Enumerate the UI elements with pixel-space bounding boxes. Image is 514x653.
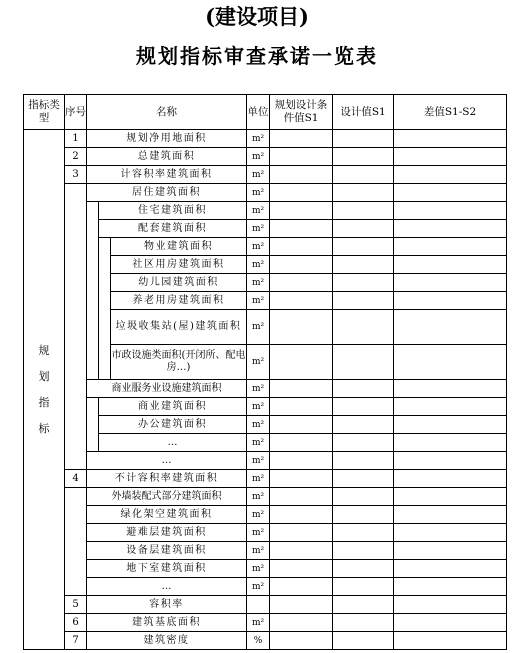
row-name: 地下室建筑面积 [87,560,247,578]
planned-value-cell[interactable] [270,398,333,416]
difference-cell[interactable] [394,166,507,184]
category-char: 指 [38,395,50,409]
planned-value-cell[interactable] [270,488,333,506]
row-seq: 7 [65,632,87,650]
difference-cell[interactable] [394,560,507,578]
design-value-cell[interactable] [333,345,394,380]
row-name: 计容积率建筑面积 [87,166,247,184]
planned-value-cell[interactable] [270,470,333,488]
design-value-cell[interactable] [333,220,394,238]
row-unit: m² [247,434,270,452]
design-value-cell[interactable] [333,238,394,256]
row-seq: 4 [65,470,87,488]
planned-value-cell[interactable] [270,416,333,434]
document-title: 规划指标审查承诺一览表 [136,44,378,68]
planned-value-cell[interactable] [270,524,333,542]
row-name: 总建筑面积 [87,148,247,166]
row-unit: m² [247,524,270,542]
design-value-cell[interactable] [333,560,394,578]
difference-cell[interactable] [394,524,507,542]
row-seq: 1 [65,130,87,148]
difference-cell[interactable] [394,274,507,292]
row-name: 避难层建筑面积 [87,524,247,542]
row-seq: 5 [65,596,87,614]
row-name: 商业建筑面积 [99,398,247,416]
difference-cell[interactable] [394,345,507,380]
planned-value-cell[interactable] [270,596,333,614]
table-row [24,130,507,148]
row-name: 幼儿园建筑面积 [111,274,247,292]
document-subtitle: (建设项目) [205,4,309,29]
row-unit: m² [247,560,270,578]
design-value-cell[interactable] [333,184,394,202]
design-value-cell[interactable] [333,380,394,398]
planned-value-cell[interactable] [270,148,333,166]
design-value-cell[interactable] [333,148,394,166]
row-name: 养老用房建筑面积 [111,292,247,310]
difference-cell[interactable] [394,220,507,238]
row-name: 办公建筑面积 [99,416,247,434]
row-unit: m² [247,380,270,398]
row-name: 外墙装配式部分建筑面积 [87,488,247,506]
row-unit: m² [247,578,270,596]
row-unit: m² [247,256,270,274]
table-header-row [24,95,507,130]
design-value-cell[interactable] [333,470,394,488]
indicator-table [23,94,507,650]
table-row [24,452,507,470]
table-row [24,578,507,596]
planned-value-cell[interactable] [270,632,333,650]
row-unit: m² [247,238,270,256]
row-unit: m² [247,488,270,506]
planned-value-cell[interactable] [270,166,333,184]
table-row [24,506,507,524]
table-row [24,542,507,560]
difference-cell[interactable] [394,148,507,166]
table-row [24,614,507,632]
difference-cell[interactable] [394,416,507,434]
difference-cell[interactable] [394,542,507,560]
design-value-cell[interactable] [333,488,394,506]
planned-value-cell[interactable] [270,506,333,524]
planned-value-cell[interactable] [270,560,333,578]
design-value-cell[interactable] [333,166,394,184]
design-value-cell[interactable] [333,596,394,614]
planned-value-cell[interactable] [270,380,333,398]
design-value-cell[interactable] [333,524,394,542]
row-unit: m² [247,470,270,488]
design-value-cell[interactable] [333,578,394,596]
difference-cell[interactable] [394,310,507,345]
design-value-cell[interactable] [333,130,394,148]
row-unit: m² [247,166,270,184]
row-unit: m² [247,220,270,238]
table-row [24,184,507,202]
header-planned-value: 规划设计条件值S1 [270,95,333,130]
design-value-cell[interactable] [333,632,394,650]
planned-value-cell[interactable] [270,452,333,470]
header-category: 指标类型 [24,95,65,130]
planned-value-cell[interactable] [270,256,333,274]
row-name: 社区用房建筑面积 [111,256,247,274]
design-value-cell[interactable] [333,434,394,452]
planned-value-cell[interactable] [270,184,333,202]
table-row [24,632,507,650]
row-unit: m² [247,398,270,416]
difference-cell[interactable] [394,506,507,524]
design-value-cell[interactable] [333,416,394,434]
row-name: 不计容积率建筑面积 [87,470,247,488]
row-name: 物业建筑面积 [111,238,247,256]
row-unit: m² [247,345,270,380]
table-row [24,166,507,184]
row-name: 设备层建筑面积 [87,542,247,560]
difference-cell[interactable] [394,202,507,220]
row-unit: m² [247,310,270,345]
row-unit: m² [247,130,270,148]
row-name: 建筑基底面积 [87,614,247,632]
row-name: … [87,452,247,470]
difference-cell[interactable] [394,256,507,274]
row-seq: 3 [65,166,87,184]
table-row [24,148,507,166]
row-unit: m² [247,274,270,292]
difference-cell[interactable] [394,596,507,614]
planned-value-cell[interactable] [270,578,333,596]
row-name: 建筑密度 [87,632,247,650]
category-char: 规 [38,343,50,357]
difference-cell[interactable] [394,632,507,650]
table-row [24,488,507,506]
row-name: 垃圾收集站(屋)建筑面积 [111,310,247,345]
difference-cell[interactable] [394,184,507,202]
row-name: 居住建筑面积 [87,184,247,202]
row-name: … [99,434,247,452]
row-name: 市政设施类面积(开闭所、配电房…) [111,345,247,380]
difference-cell[interactable] [394,488,507,506]
indent-blank-cell [87,398,99,452]
planned-value-cell[interactable] [270,274,333,292]
row-seq: 6 [65,614,87,632]
row-unit: m² [247,148,270,166]
planned-value-cell[interactable] [270,345,333,380]
table-row [24,524,507,542]
category-char: 划 [38,369,50,383]
planned-value-cell[interactable] [270,434,333,452]
category-char: 标 [38,421,50,435]
row-name: 绿化架空建筑面积 [87,506,247,524]
design-value-cell[interactable] [333,398,394,416]
row-name: 住宅建筑面积 [99,202,247,220]
row-name: 配套建筑面积 [99,220,247,238]
row-unit: m² [247,506,270,524]
row-unit: m² [247,452,270,470]
difference-cell[interactable] [394,130,507,148]
header-name: 名称 [87,95,247,130]
design-value-cell[interactable] [333,614,394,632]
header-seq: 序号 [65,95,87,130]
row-unit: m² [247,184,270,202]
indent-blank-cell [87,202,99,380]
row-unit: % [247,632,270,650]
design-value-cell[interactable] [333,452,394,470]
row-seq: 2 [65,148,87,166]
table-row [24,202,507,220]
difference-cell[interactable] [394,292,507,310]
seq-blank-cell [65,488,87,596]
design-value-cell[interactable] [333,310,394,345]
difference-cell[interactable] [394,470,507,488]
difference-cell[interactable] [394,398,507,416]
planned-value-cell[interactable] [270,542,333,560]
table-row [24,470,507,488]
header-design-value: 设计值S1 [333,95,394,130]
indent-blank-cell [99,238,111,380]
row-unit: m² [247,542,270,560]
seq-blank-cell [65,184,87,470]
difference-cell[interactable] [394,238,507,256]
table-row [24,596,507,614]
design-value-cell[interactable] [333,506,394,524]
design-value-cell[interactable] [333,202,394,220]
difference-cell[interactable] [394,452,507,470]
row-unit [247,596,270,614]
header-unit: 单位 [247,95,270,130]
row-unit: m² [247,614,270,632]
header-difference: 差值S1-S2 [394,95,507,130]
row-unit: m² [247,202,270,220]
table-row [24,560,507,578]
table-row [24,380,507,398]
difference-cell[interactable] [394,380,507,398]
design-value-cell[interactable] [333,274,394,292]
row-unit: m² [247,292,270,310]
row-unit: m² [247,416,270,434]
difference-cell[interactable] [394,614,507,632]
row-name: 规划净用地面积 [87,130,247,148]
row-name: 容积率 [87,596,247,614]
planned-value-cell[interactable] [270,614,333,632]
design-value-cell[interactable] [333,256,394,274]
planned-value-cell[interactable] [270,130,333,148]
planned-value-cell[interactable] [270,202,333,220]
row-name: 商业服务业设施建筑面积 [87,380,247,398]
design-value-cell[interactable] [333,292,394,310]
planned-value-cell[interactable] [270,238,333,256]
table-row [24,398,507,416]
planned-value-cell[interactable] [270,220,333,238]
row-name: … [87,578,247,596]
difference-cell[interactable] [394,578,507,596]
design-value-cell[interactable] [333,542,394,560]
difference-cell[interactable] [394,434,507,452]
planned-value-cell[interactable] [270,310,333,345]
planned-value-cell[interactable] [270,292,333,310]
category-cell [24,130,65,650]
